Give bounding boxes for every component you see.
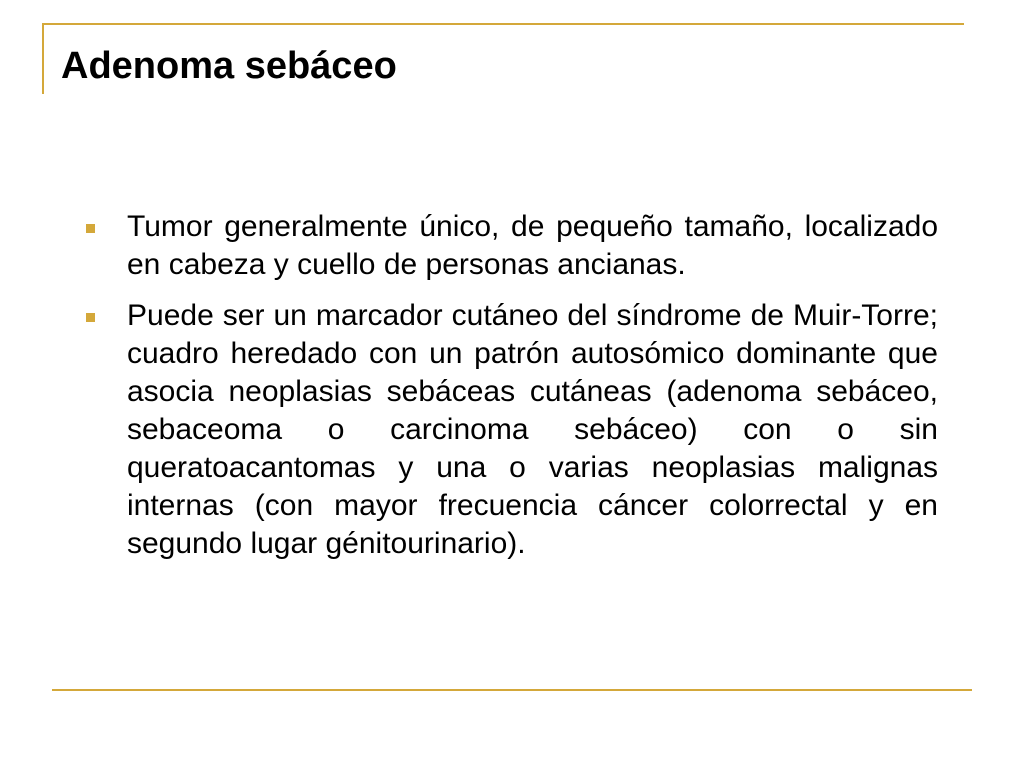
- bullet-item: [86, 208, 938, 284]
- bullet-list: [86, 208, 938, 576]
- left-border-line: [42, 23, 44, 94]
- top-border-line: [42, 23, 964, 25]
- bullet-text: Puede ser un marcador cutáneo del síndrome de Muir-Torre; cuadro heredado con un patrón autosómico dominante que asocia neoplasias sebáceas cutáneas (adenoma sebáceo, sebaceoma o carcinoma sebáceo) con o sin queratoacantomas y una o varias neoplasias malignas internas (con mayor frecuencia cáncer colorrectal y en segundo lugar génitourinario).: [127, 299, 938, 560]
- square-bullet-icon: [86, 313, 95, 322]
- bullet-text: Tumor generalmente único, de pequeño tamaño, localizado en cabeza y cuello de personas ancianas.: [127, 210, 938, 281]
- bullet-item: [86, 297, 938, 563]
- square-bullet-icon: [86, 224, 95, 233]
- bottom-border-line: [52, 689, 972, 691]
- slide-title: Adenoma sebáceo: [61, 45, 397, 87]
